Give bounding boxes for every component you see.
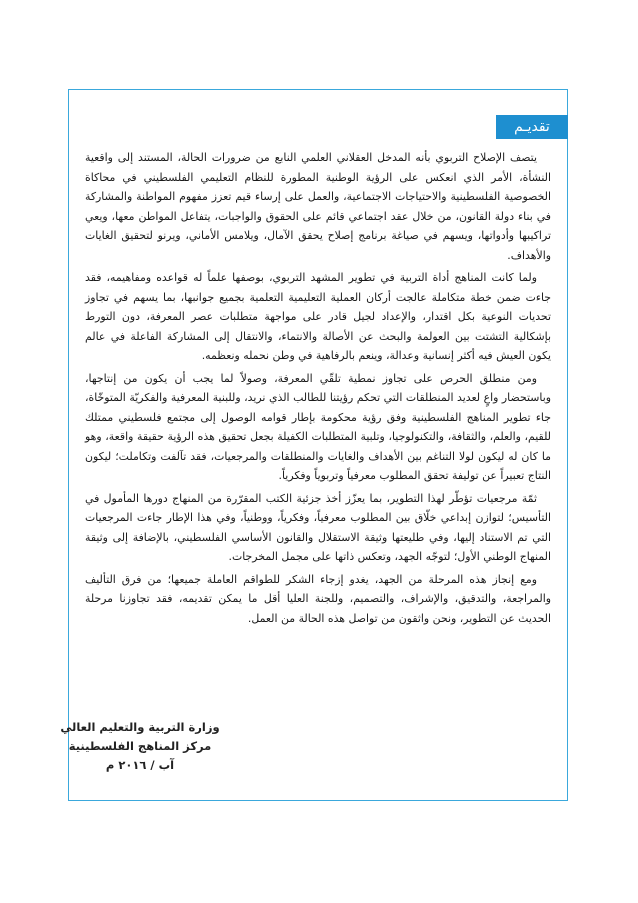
paragraph-3: ومن منطلق الحرص على تجاوز نمطية تلقّي المعرفة، وصولاً لما يجب أن يكون من إنتاجها، وباستحضار واعٍ لعديد المنطلقات التي تحكم رؤيتنا للطالب الذي نريد، وللبنية المعرفية والفكريّة المتوخّاة، جاء تطوير المناهج الفلسطينية وفق رؤية محكومة بإطار قوامه الوصول إلى مجتمع فلسطيني ممتلك للقيم، والعلم، والثقافة، والتكنولوجيا، وتلبية المتطلبات الكفيلة بجعل تحقيق هذه الرؤية حقيقة واقعة، وهو ما كان له ليكون لولا التناغم بين الأهداف والغايات والمنطلقات والمرجعيات، فقد تآلفت وتكاملت؛ ليكون النتاج تعبيراً عن توليفة تحقق المطلوب معرفياً وتربوياً وفكرياً.	[85, 371, 551, 482]
paragraph-1: يتصف الإصلاح التربوي بأنه المدخل العقلاني العلمي النابع من ضرورات الحالة، المستند إلى واقعية النشأة، الأمر الذي انعكس على الرؤية الوطنية المطورة للنظام التعليمي الفلسطيني في محاكاة الخصوصية الفلسطينية والاحتياجات الاجتماعية، والعمل على إرساء قيم تعزز مفهوم المواطنة والمشاركة في بناء دولة القانون، من خلال عقد اجتماعي قائم على الحقوق والواجبات، يتفاعل المواطن معها، ويعي تراكيبها وأدواتها، ويسهم في صياغة برنامج إصلاح يحقق الآمال، ويلامس الأماني، ويرنو لتحقيق الغايات والأهداف.	[85, 151, 551, 262]
paragraph-5: ومع إنجاز هذه المرحلة من الجهد، يغدو إزجاء الشكر للطواقم العاملة جميعها؛ من فرق التأليف والمراجعة، والتدقيق، والإشراف، والتصميم، وللجنة العليا أقل ما يمكن تقديمه، فقد تجاوزنا مرحلة الحديث عن التطوير، ونحن واثقون من تواصل هذه الحالة من العمل.	[85, 572, 551, 625]
document-body	[85, 148, 551, 631]
page-title: تقديـم	[496, 115, 568, 139]
signature-block	[60, 718, 220, 775]
signature-center: مركز المناهج الفلسطينية	[68, 739, 212, 753]
paragraph-4: ثمّة مرجعيات تؤطّر لهذا التطوير، بما يعزّز أخذ جزئية الكتب المقرّرة من المنهاج دورها المأمول في التأسيس؛ لتوازن إبداعي خلّاق بين المطلوب معرفياً، وفكرياً، ووطنياً، وفي هذا الإطار جاءت المرجعيات التي تم الاستناد إليها، وفي طليعتها وثيقة الاستقلال والقانون الأساسي الفلسطيني، بالإضافة إلى وثيقة المنهاج الوطني الأول؛ لتوجّه الجهد، وتعكس ذاتها على مجمل المخرجات.	[85, 491, 551, 563]
signature-date: آب / ٢٠١٦ م	[105, 758, 175, 772]
paragraph-2: ولما كانت المناهج أداة التربية في تطوير المشهد التربوي، بوصفها علماً له قواعده ومفاهيمه، فقد جاءت ضمن خطة متكاملة عالجت أركان العملية التعليمية التعلمية بجميع جوانبها، بما يسهم في تجاوز تحديات النوعية بكل اقتدار، والإعداد لجيل قادر على مواجهة متطلبات عصر المعرفة، دون التورط بإشكالية التشتت بين العولمة والبحث عن الأصالة والانتماء، والانتقال إلى المشاركة الفاعلة في عالم يكون العيش فيه أكثر إنسانية وعدالة، وينعم بالرفاهية في وطن نحمله ونعظمه.	[85, 271, 551, 362]
signature-ministry: وزارة التربية والتعليم العالي	[60, 720, 220, 734]
